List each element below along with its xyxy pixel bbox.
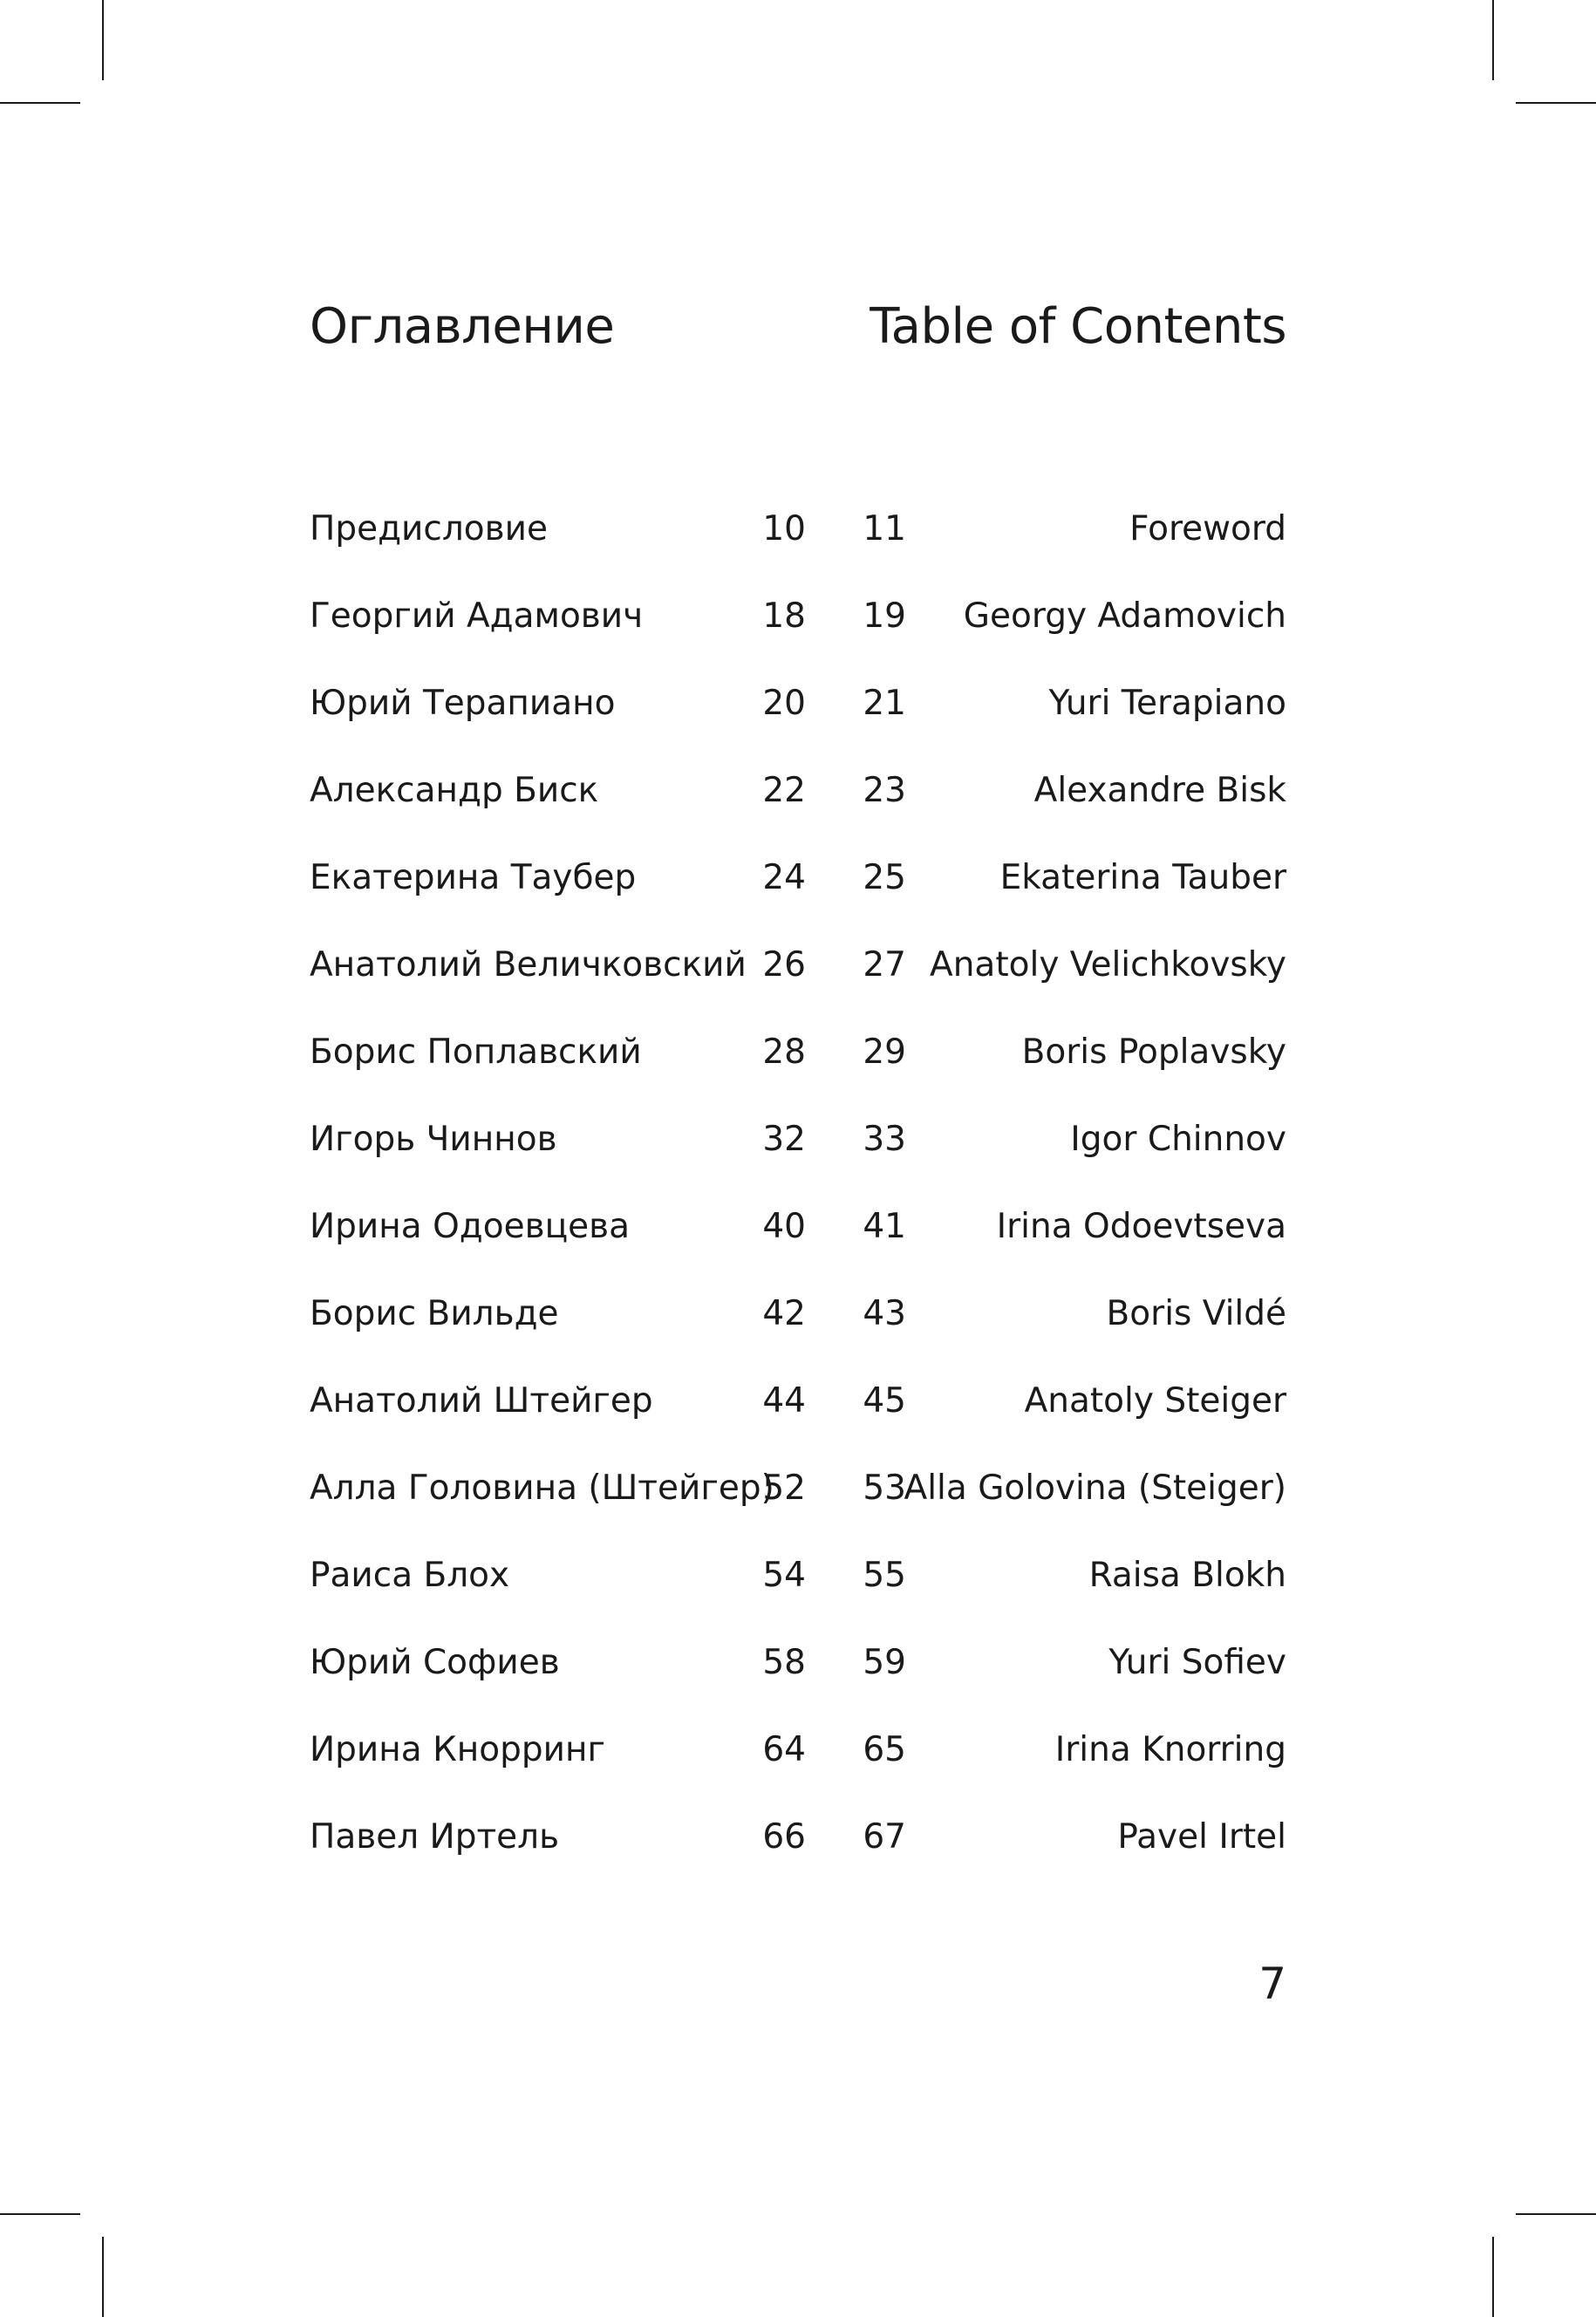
toc-row bbox=[310, 1022, 1286, 1109]
toc-page-english: 41 bbox=[863, 1207, 906, 1246]
toc-title-english: Alla Golovina (Steiger) bbox=[904, 1469, 1286, 1508]
toc-title-russian: Алла Головина (Штейгер) bbox=[310, 1469, 774, 1508]
crop-mark-top-left-horizontal bbox=[0, 102, 80, 104]
toc-title-english: Ekaterina Tauber bbox=[999, 858, 1286, 897]
toc-row bbox=[310, 586, 1286, 673]
toc-page-russian: 64 bbox=[762, 1730, 806, 1769]
toc-page-russian: 52 bbox=[762, 1469, 806, 1508]
toc-page-russian: 20 bbox=[762, 684, 806, 723]
toc-page-russian: 28 bbox=[762, 1032, 806, 1072]
toc-page-russian: 18 bbox=[762, 596, 806, 636]
toc-row bbox=[310, 499, 1286, 586]
toc-title-russian: Анатолий Величковский bbox=[310, 945, 747, 985]
crop-mark-bottom-left-horizontal bbox=[0, 2213, 80, 2215]
toc-page-english: 29 bbox=[863, 1032, 906, 1072]
toc-title-english: Georgy Adamovich bbox=[963, 596, 1286, 636]
toc-row bbox=[310, 1196, 1286, 1284]
toc-title-russian: Павел Иртель bbox=[310, 1817, 560, 1857]
toc-title-russian: Александр Биск bbox=[310, 771, 599, 810]
heading-english: Table of Contents bbox=[870, 298, 1286, 355]
toc-page-english: 33 bbox=[863, 1120, 906, 1159]
toc-page-russian: 42 bbox=[762, 1294, 806, 1333]
toc-page-english: 11 bbox=[863, 509, 906, 549]
toc-page-russian: 40 bbox=[762, 1207, 806, 1246]
toc-title-russian: Игорь Чиннов bbox=[310, 1120, 557, 1159]
toc-title-russian: Ирина Кнорринг bbox=[310, 1730, 605, 1769]
toc-page-english: 25 bbox=[863, 858, 906, 897]
toc-title-russian: Борис Поплавский bbox=[310, 1032, 642, 1072]
toc-title-russian: Екатерина Таубер bbox=[310, 858, 637, 897]
toc-row bbox=[310, 1109, 1286, 1196]
toc-title-russian: Раиса Блох bbox=[310, 1556, 510, 1595]
toc-page-english: 27 bbox=[863, 945, 906, 985]
toc-page-english: 19 bbox=[863, 596, 906, 636]
toc-page-russian: 10 bbox=[762, 509, 806, 549]
toc-page-english: 21 bbox=[863, 684, 906, 723]
toc-title-english: Anatoly Velichkovsky bbox=[930, 945, 1286, 985]
toc-row bbox=[310, 1458, 1286, 1545]
toc-title-english: Alexandre Bisk bbox=[1033, 771, 1286, 810]
toc-page-russian: 54 bbox=[762, 1556, 806, 1595]
toc-page-russian: 44 bbox=[762, 1381, 806, 1421]
toc-title-russian: Ирина Одоевцева bbox=[310, 1207, 630, 1246]
toc-page-russian: 66 bbox=[762, 1817, 806, 1857]
toc-row bbox=[310, 848, 1286, 935]
table-of-contents bbox=[310, 499, 1286, 1894]
toc-title-english: Anatoly Steiger bbox=[1024, 1381, 1286, 1421]
toc-row bbox=[310, 935, 1286, 1022]
toc-row bbox=[310, 1545, 1286, 1632]
toc-title-russian: Предисловие bbox=[310, 509, 548, 549]
toc-page-english: 65 bbox=[863, 1730, 906, 1769]
toc-row bbox=[310, 1632, 1286, 1720]
toc-row bbox=[310, 1371, 1286, 1458]
page-number: 7 bbox=[1258, 1959, 1286, 2009]
toc-page-english: 53 bbox=[863, 1469, 906, 1508]
toc-row bbox=[310, 673, 1286, 760]
toc-page-english: 67 bbox=[863, 1817, 906, 1857]
toc-title-english: Foreword bbox=[1129, 509, 1286, 549]
toc-row bbox=[310, 1720, 1286, 1807]
toc-title-russian: Юрий Терапиано bbox=[310, 684, 616, 723]
toc-title-english: Pavel Irtel bbox=[1117, 1817, 1286, 1857]
toc-page-russian: 22 bbox=[762, 771, 806, 810]
toc-title-english: Yuri Sofiev bbox=[1108, 1643, 1286, 1682]
toc-page-russian: 32 bbox=[762, 1120, 806, 1159]
toc-page-russian: 58 bbox=[762, 1643, 806, 1682]
toc-page-english: 43 bbox=[863, 1294, 906, 1333]
crop-mark-bottom-right-vertical bbox=[1492, 2237, 1494, 2317]
toc-title-english: Boris Vildé bbox=[1106, 1294, 1286, 1333]
toc-page-english: 55 bbox=[863, 1556, 906, 1595]
toc-title-english: Irina Odoevtseva bbox=[996, 1207, 1286, 1246]
toc-title-english: Raisa Blokh bbox=[1088, 1556, 1286, 1595]
crop-mark-bottom-right-horizontal bbox=[1516, 2213, 1596, 2215]
toc-title-english: Irina Knorring bbox=[1054, 1730, 1286, 1769]
toc-title-russian: Борис Вильде bbox=[310, 1294, 559, 1333]
toc-page-russian: 24 bbox=[762, 858, 806, 897]
toc-title-english: Yuri Terapiano bbox=[1048, 684, 1286, 723]
toc-page-russian: 26 bbox=[762, 945, 806, 985]
crop-mark-top-left-vertical bbox=[102, 0, 104, 80]
heading-russian: Оглавление bbox=[310, 298, 615, 355]
toc-title-english: Boris Poplavsky bbox=[1021, 1032, 1286, 1072]
toc-page-english: 45 bbox=[863, 1381, 906, 1421]
toc-title-russian: Анатолий Штейгер bbox=[310, 1381, 653, 1421]
toc-title-russian: Георгий Адамович bbox=[310, 596, 644, 636]
toc-title-english: Igor Chinnov bbox=[1070, 1120, 1286, 1159]
toc-row bbox=[310, 760, 1286, 848]
toc-row bbox=[310, 1807, 1286, 1894]
toc-title-russian: Юрий Софиев bbox=[310, 1643, 560, 1682]
crop-mark-top-right-horizontal bbox=[1516, 102, 1596, 104]
toc-row bbox=[310, 1284, 1286, 1371]
toc-page-english: 59 bbox=[863, 1643, 906, 1682]
toc-page-english: 23 bbox=[863, 771, 906, 810]
crop-mark-top-right-vertical bbox=[1492, 0, 1494, 80]
crop-mark-bottom-left-vertical bbox=[102, 2237, 104, 2317]
